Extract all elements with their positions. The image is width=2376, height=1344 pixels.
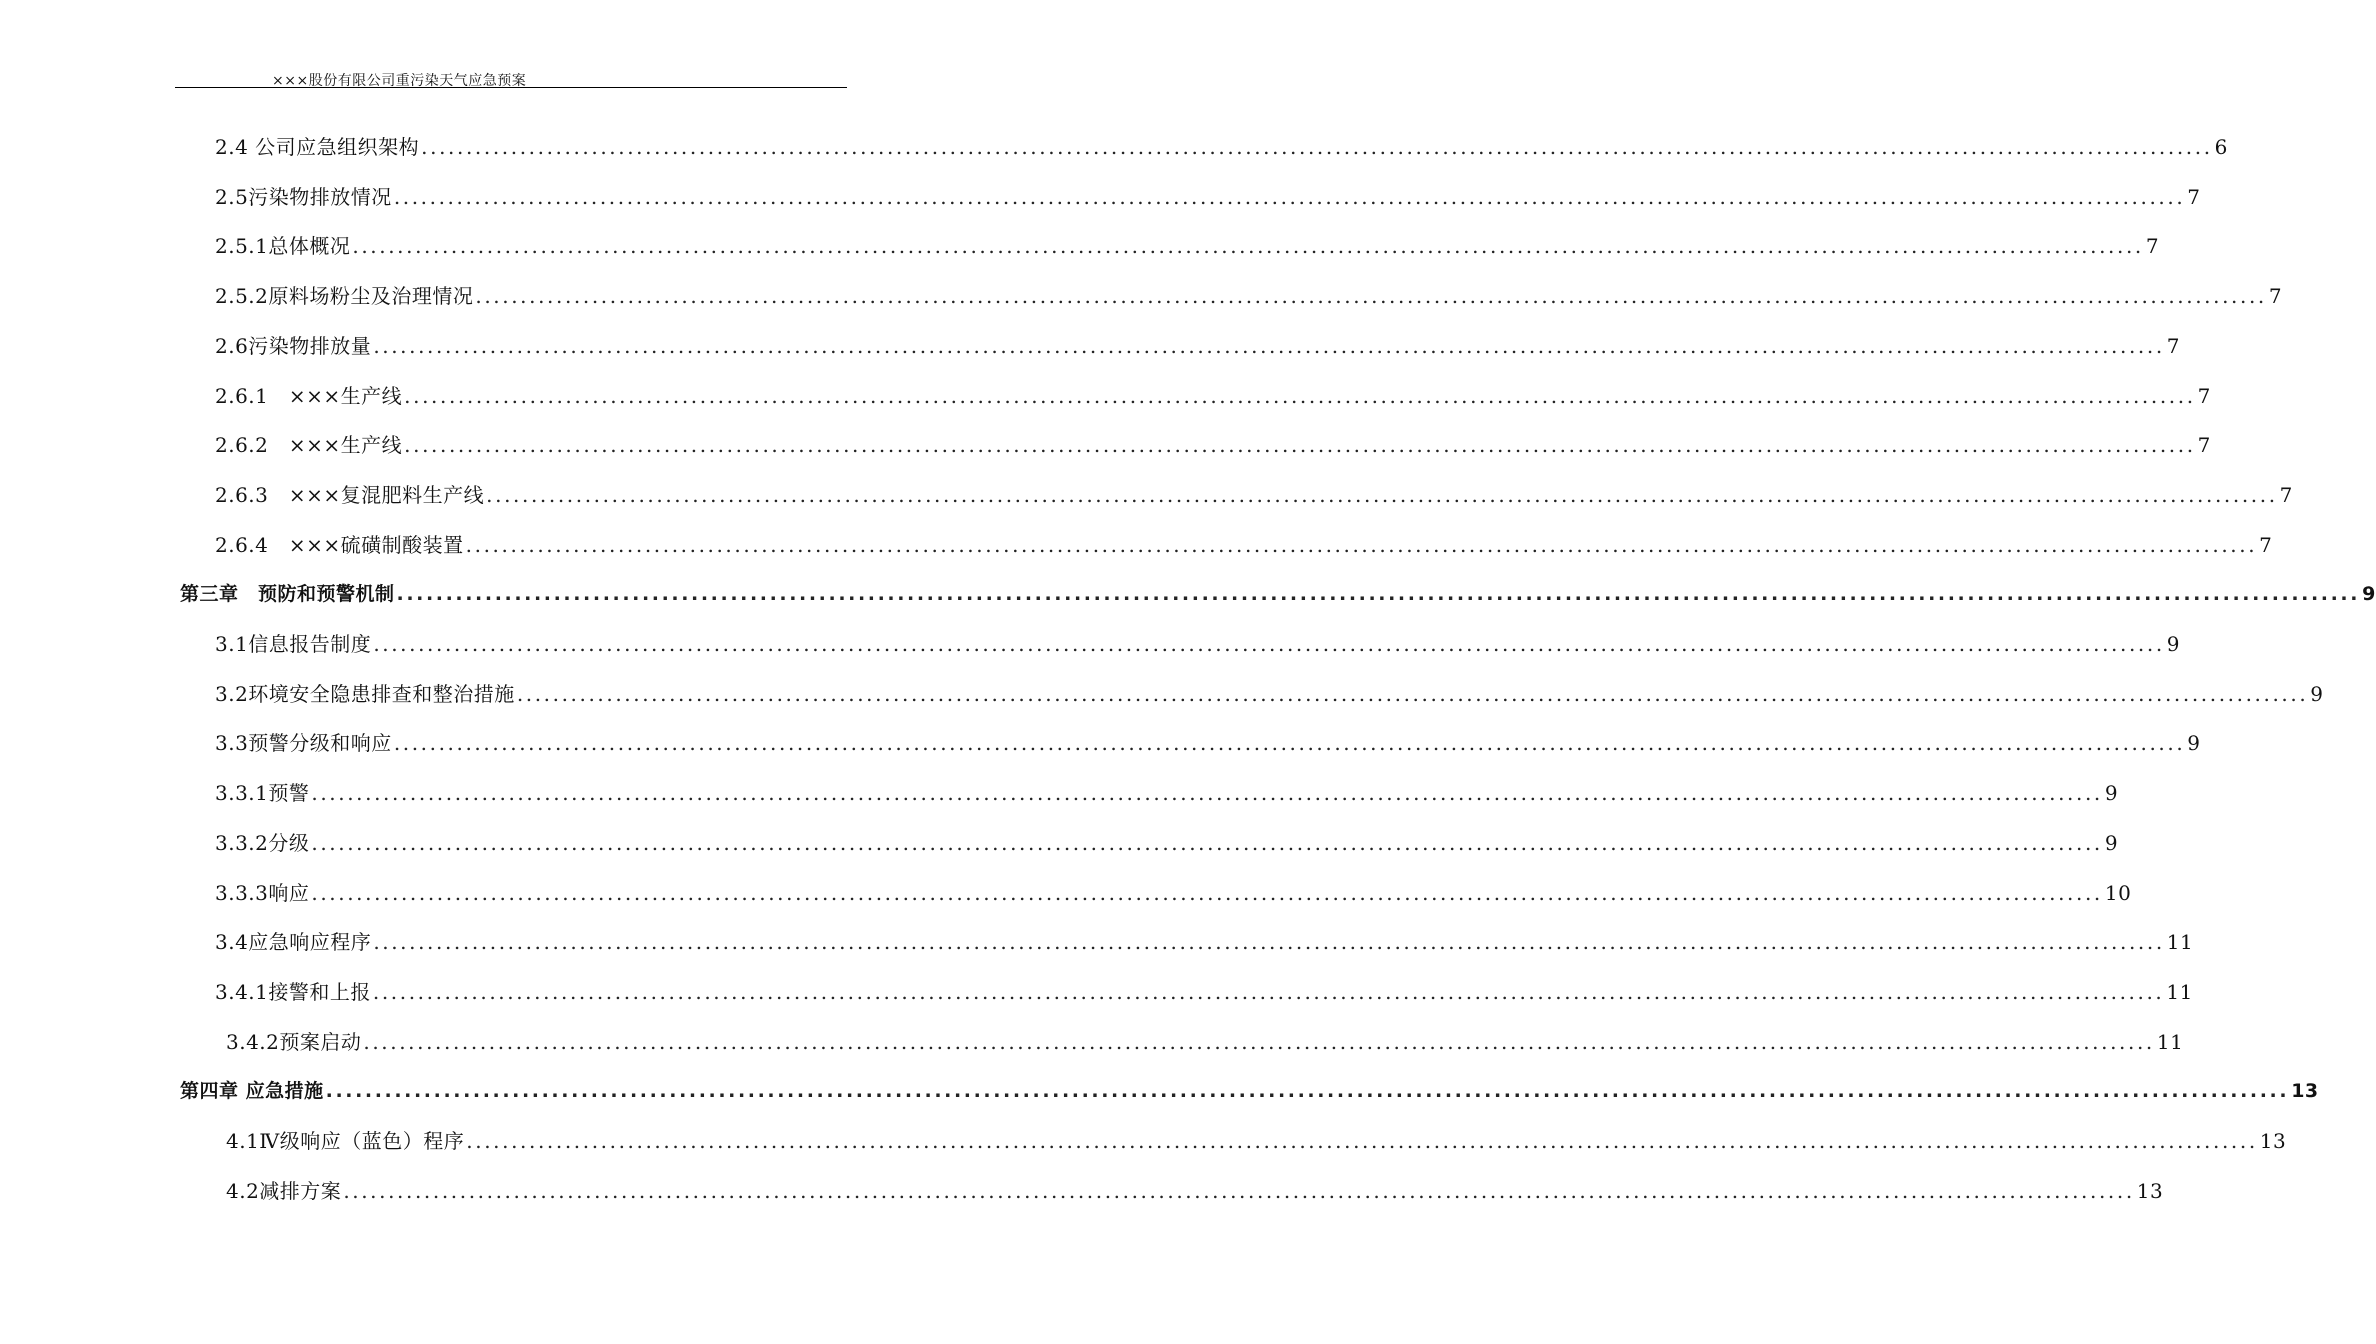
toc-entry-title: 3.4.2预案启动 [226,1029,362,1054]
toc-entry-title: 3.1信息报告制度 [215,632,372,656]
toc-entry-title: 2.4 公司应急组织架构 [215,135,420,159]
toc-page-number: 11 [2166,979,2193,1004]
toc-dot-leader: ........................................................................................................................................................................................................ [465,532,2258,557]
toc-section-entry[interactable] [215,430,2211,460]
toc-dot-leader: ........................................................................................................................................................................................................ [311,781,2103,806]
toc-section-entry[interactable] [215,331,2181,361]
toc-entry-title: 3.4.1接警和上报 [215,979,371,1004]
toc-dot-leader: ........................................................................................................................................................................................................ [373,930,2165,955]
toc-entry-title: 2.5.1总体概况 [215,234,351,259]
toc-section-entry[interactable] [215,281,2283,311]
toc-page-number: 13 [2136,1178,2164,1203]
toc-dot-leader: ........................................................................................................................................................................................................ [486,482,2278,507]
toc-dot-leader: ........................................................................................................................................................................................................ [466,1129,2258,1153]
toc-entry-title: 第四章 应急措施 [180,1080,324,1103]
toc-dot-leader: ........................................................................................................................................................................................................ [404,433,2196,458]
toc-page-number: 11 [2166,930,2194,955]
toc-section-entry[interactable] [226,1126,2287,1156]
toc-page-number: 6 [2214,135,2228,159]
toc-dot-leader: ........................................................................................................................................................................................................ [372,979,2165,1004]
toc-entry-title: 第三章 预防和预警机制 [180,583,395,606]
toc-page-number: 7 [2187,184,2201,209]
toc-section-entry[interactable] [215,977,2193,1007]
toc-section-entry[interactable] [215,182,2201,212]
toc-page-number: 13 [2259,1129,2287,1153]
toc-page-number: 9 [2310,681,2324,706]
toc-dot-leader: ........................................................................................................................................................................................................ [373,632,2165,656]
toc-section-entry[interactable] [215,231,2160,261]
toc-entry-title: 2.5污染物排放情况 [215,184,392,209]
toc-entry-title: 2.6.4 ×××硫磺制酸装置 [215,532,464,557]
toc-section-entry[interactable] [215,828,2119,858]
toc-entry-title: 3.3.1预警 [215,781,310,806]
toc-dot-leader: ........................................................................................................................................................................................................ [311,830,2103,855]
toc-dot-leader: ........................................................................................................................................................................................................ [311,880,2103,905]
toc-dot-leader: ........................................................................................................................................................................................................ [352,234,2144,259]
toc-page-number: 7 [2197,433,2211,458]
toc-chapter-entry[interactable] [180,1076,2319,1106]
toc-dot-leader: ........................................................................................................................................................................................................ [373,333,2165,358]
toc-entry-title: 3.4应急响应程序 [215,930,372,955]
document-title: ×××股份有限公司重污染天气应急预案 [272,73,527,89]
toc-entry-title: 2.5.2原料场粉尘及治理情况 [215,284,474,309]
toc-section-entry[interactable] [215,629,2181,659]
header-divider [175,87,847,88]
toc-page-number: 7 [2279,482,2293,507]
toc-page-number: 9 [2362,583,2376,606]
toc-section-entry[interactable] [215,927,2194,957]
toc-page-number: 9 [2104,781,2119,806]
toc-page-number: 7 [2166,333,2181,358]
toc-section-entry[interactable] [215,132,2228,162]
toc-dot-leader: ........................................................................................................................................................................................................ [421,135,2213,159]
toc-entry-title: 2.6.3 ×××复混肥料生产线 [215,482,485,507]
toc-section-entry[interactable] [226,1027,2184,1057]
toc-dot-leader: ........................................................................................................................................................................................................ [404,383,2196,408]
toc-entry-title: 2.6.2 ×××生产线 [215,433,403,458]
toc-chapter-entry[interactable] [180,579,2376,609]
toc-entry-title: 3.3预警分级和响应 [215,731,392,756]
toc-page-number: 9 [2104,830,2119,855]
toc-dot-leader: ........................................................................................................................................................................................................ [393,731,2186,756]
toc-page-number: 7 [2268,284,2283,309]
toc-page-number: 13 [2291,1080,2319,1103]
toc-dot-leader: ........................................................................................................................................................................................................ [516,681,2309,706]
toc-section-entry[interactable] [215,778,2119,808]
toc-dot-leader: ........................................................................................................................................................................................................ [393,184,2186,209]
toc-section-entry[interactable] [226,1176,2164,1206]
toc-entry-title: 3.2环境安全隐患排查和整治措施 [215,681,515,706]
toc-page-number: 10 [2104,880,2132,905]
toc-section-entry[interactable] [215,530,2273,560]
toc-entry-title: 4.2减排方案 [226,1178,342,1203]
toc-entry-title: 2.6.1 ×××生产线 [215,383,403,408]
toc-page-number: 7 [2259,532,2273,557]
toc-dot-leader: ........................................................................................................................................................................................................ [343,1178,2135,1203]
toc-page-number: 7 [2197,383,2211,408]
toc-dot-leader: ........................................................................................................................................................................................................ [363,1029,2155,1054]
toc-entry-title: 4.1Ⅳ级响应（蓝色）程序 [226,1129,465,1153]
toc-dot-leader: ........................................................................................................................................................................................................ [396,583,2361,606]
toc-section-entry[interactable] [215,381,2211,411]
toc-entry-title: 2.6污染物排放量 [215,333,372,358]
toc-page-number: 9 [2187,731,2201,756]
toc-section-entry[interactable] [215,728,2201,758]
toc-page-number: 9 [2166,632,2181,656]
toc-entry-title: 3.3.2分级 [215,830,310,855]
toc-entry-title: 3.3.3响应 [215,880,310,905]
toc-section-entry[interactable] [215,878,2132,908]
toc-page-number: 11 [2156,1029,2184,1054]
toc-section-entry[interactable] [215,679,2324,709]
toc-dot-leader: ........................................................................................................................................................................................................ [325,1080,2290,1103]
toc-page-number: 7 [2145,234,2160,259]
toc-dot-leader: ........................................................................................................................................................................................................ [475,284,2267,309]
toc-section-entry[interactable] [215,480,2293,510]
